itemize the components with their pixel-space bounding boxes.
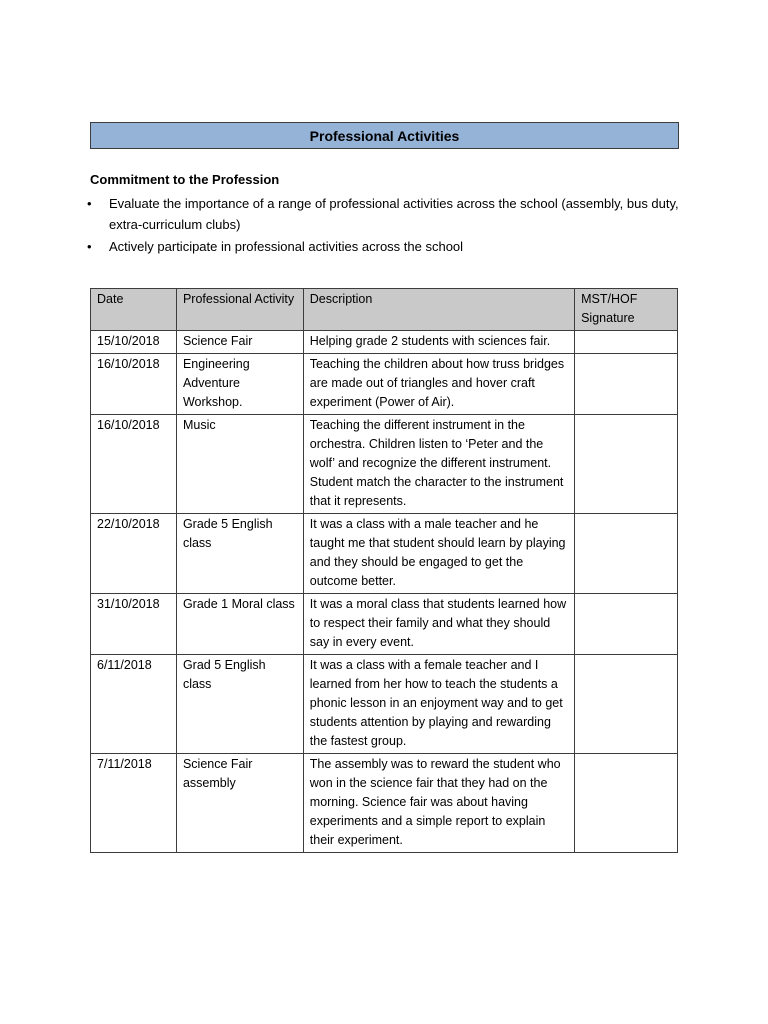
cell-activity: Grad 5 English class xyxy=(176,655,303,754)
cell-signature xyxy=(575,514,678,594)
cell-date: 15/10/2018 xyxy=(91,331,177,354)
table-header-row xyxy=(91,289,678,331)
cell-date: 31/10/2018 xyxy=(91,594,177,655)
header-activity: Professional Activity xyxy=(176,289,303,331)
table-row xyxy=(91,594,678,655)
cell-date: 7/11/2018 xyxy=(91,754,177,853)
table-row xyxy=(91,331,678,354)
cell-signature xyxy=(575,415,678,514)
bullet-text: Evaluate the importance of a range of professional activities across the school (assembly, bus duty, extra-curriculum clubs) xyxy=(109,196,679,232)
cell-signature xyxy=(575,754,678,853)
bullet-item xyxy=(87,236,680,257)
cell-activity: Music xyxy=(176,415,303,514)
table-row xyxy=(91,354,678,415)
cell-description: Helping grade 2 students with sciences fair. xyxy=(303,331,574,354)
table-row xyxy=(91,514,678,594)
bullet-text: Actively participate in professional activities across the school xyxy=(109,239,464,254)
cell-signature xyxy=(575,655,678,754)
table-row xyxy=(91,415,678,514)
cell-description: It was a class with a female teacher and I learned from her how to teach the students a phonic lesson in an enjoyment way and to get students attention by playing and rewarding the fastest group. xyxy=(303,655,574,754)
commitment-bullet-list xyxy=(87,193,680,258)
cell-date: 6/11/2018 xyxy=(91,655,177,754)
cell-description: Teaching the children about how truss bridges are made out of triangles and hover craft experiment (Power of Air). xyxy=(303,354,574,415)
cell-signature xyxy=(575,594,678,655)
header-date: Date xyxy=(91,289,177,331)
table-row xyxy=(91,754,678,853)
cell-date: 22/10/2018 xyxy=(91,514,177,594)
table-row xyxy=(91,655,678,754)
cell-signature xyxy=(575,331,678,354)
bullet-icon: • xyxy=(87,196,92,211)
cell-description: It was a class with a male teacher and he taught me that student should learn by playing and they should be engaged to get the outcome better. xyxy=(303,514,574,594)
bullet-item xyxy=(87,193,680,235)
cell-date: 16/10/2018 xyxy=(91,415,177,514)
cell-activity: Science Fair xyxy=(176,331,303,354)
cell-description: It was a moral class that students learned how to respect their family and what they should say in every event. xyxy=(303,594,574,655)
cell-signature xyxy=(575,354,678,415)
page-title: Professional Activities xyxy=(90,122,679,149)
activities-table xyxy=(90,288,678,853)
cell-activity: Grade 1 Moral class xyxy=(176,594,303,655)
section-heading: Commitment to the Profession xyxy=(90,172,280,187)
bullet-icon: • xyxy=(87,239,92,254)
cell-activity: Science Fair assembly xyxy=(176,754,303,853)
cell-date: 16/10/2018 xyxy=(91,354,177,415)
header-description: Description xyxy=(303,289,574,331)
cell-activity: Grade 5 English class xyxy=(176,514,303,594)
cell-activity: Engineering Adventure Workshop. xyxy=(176,354,303,415)
cell-description: The assembly was to reward the student who won in the science fair that they had on the morning. Science fair was about having experiments and a simple report to explain their experiment. xyxy=(303,754,574,853)
cell-description: Teaching the different instrument in the orchestra. Children listen to ‘Peter and the wolf’ and recognize the different instrument. Student match the character to the instrument that it represents. xyxy=(303,415,574,514)
header-signature: MST/HOF Signature xyxy=(575,289,678,331)
